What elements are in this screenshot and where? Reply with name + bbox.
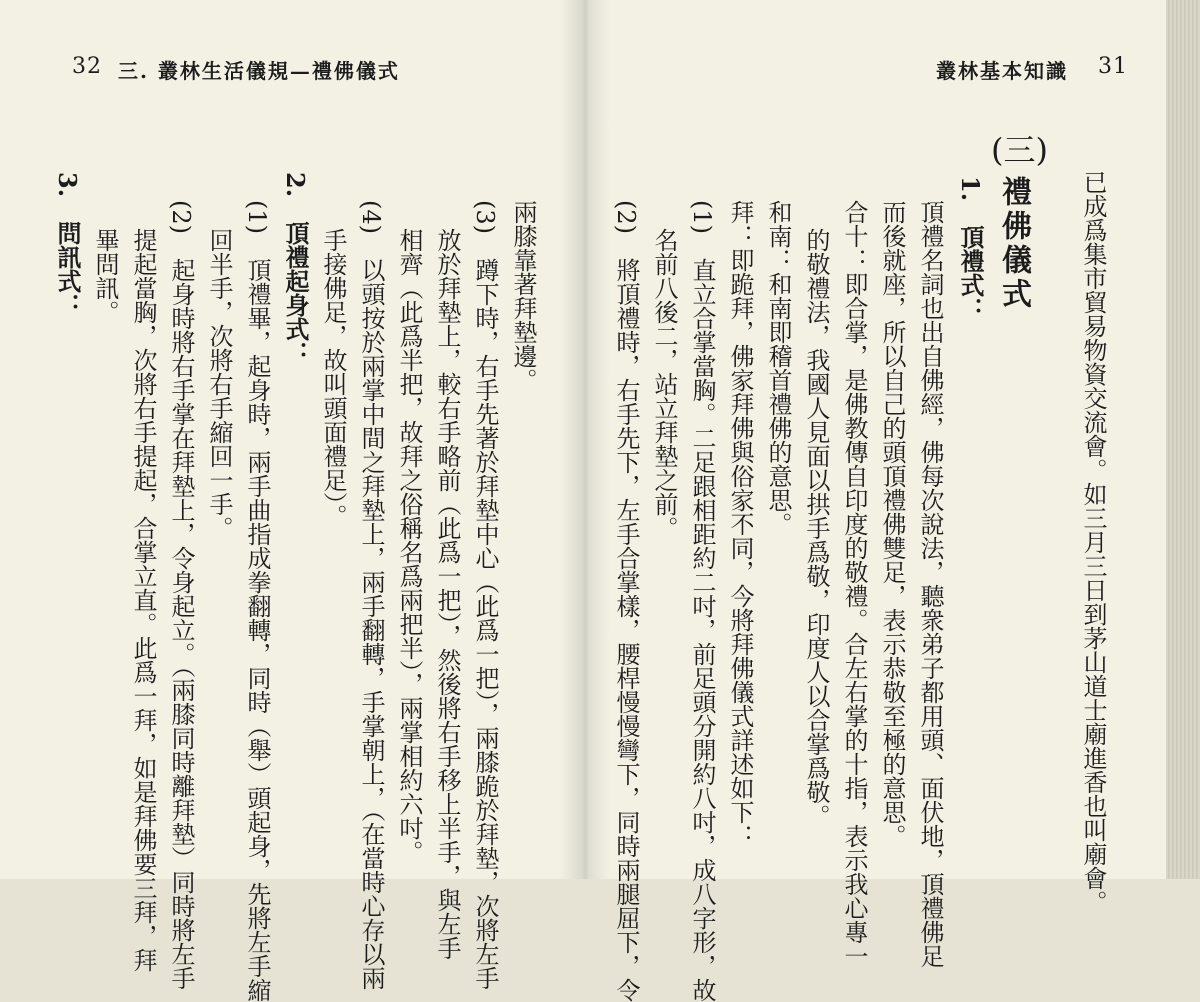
body-column: 已成爲集市貿易物資交流會。如三月三日到茅山道士廟進香也叫廟會。 xyxy=(1079,170,1107,914)
left-page xyxy=(0,0,588,1002)
page-edges xyxy=(1166,0,1200,879)
body-column: 頂禮名詞也出自佛經，佛每次說法，聽衆弟子都用頭、面伏地，頂禮佛足 xyxy=(916,200,944,968)
body-column: 而後就座，所以自己的頭頂禮佛雙足，表示恭敬至極的意思。 xyxy=(878,200,906,848)
body-column: 手接佛足，故叫頭面禮足）。 xyxy=(319,228,347,528)
body-column: 回半手，次將右手縮回一手。 xyxy=(205,228,233,540)
section-title: 禮佛儀式 xyxy=(996,176,1031,312)
body-column: 提起當胸，次將右手提起，合掌立直。此爲一拜，如是拜佛要三拜，拜 xyxy=(129,228,157,972)
body-column: 畢問訊。 xyxy=(91,228,119,324)
body-column: 放於拜墊上，較右手略前（此爲一把），然後將右手移上半手，與左手 xyxy=(433,228,461,960)
body-column: (4) 以頭按於兩掌中間之拜墊上，兩手翻轉，手掌朝上，（在當時心存以兩 xyxy=(357,200,385,990)
body-column: (3) 蹲下時，右手先著於拜墊中心（此爲一把），兩膝跪於拜墊，次將左手 xyxy=(471,200,499,990)
body-column: 拜：即跪拜，佛家拜佛與俗家不同，今將拜佛儀式詳述如下： xyxy=(726,200,754,848)
body-column: 和南：和南即稽首禮佛的意思。 xyxy=(764,200,792,536)
right-page-number: 31 xyxy=(1098,54,1128,79)
section-number: (三) xyxy=(991,131,1048,169)
body-column: 兩膝靠著拜墊邊。 xyxy=(509,200,537,392)
subsection-heading: 1. 頂禮式： xyxy=(956,176,985,322)
body-column: (2) 起身時將右手掌在拜墊上，令身起立。（兩膝同時離拜墊）同時將左手 xyxy=(167,200,195,990)
right-page xyxy=(588,0,1166,1002)
subsection-heading: 2. 頂禮起身式： xyxy=(281,172,310,366)
body-column: 的敬禮法，我國人見面以拱手爲敬，印度人以合掌爲敬。 xyxy=(802,228,830,828)
body-column: 相齊（此爲半把，故拜之俗稱名爲兩把半），兩掌相約六吋。 xyxy=(395,228,423,864)
body-column: (2) 將頂禮時，右手先下，左手合掌樣，腰桿慢慢彎下，同時兩腿屈下，令 xyxy=(612,200,640,1002)
left-page-number: 32 xyxy=(72,54,102,79)
left-running-header: 三. 叢林生活儀規—禮佛儀式 xyxy=(118,59,400,83)
subsection-heading: 3. 問訊式： xyxy=(53,172,82,318)
book-gutter xyxy=(560,0,610,879)
body-column: 名前八後二，站立拜墊之前。 xyxy=(650,228,678,540)
body-column: (1) 直立合掌當胸。二足跟相距約二吋，前足頭分開約八吋，成八字形，故 xyxy=(688,200,716,1002)
body-column: 合十：即合掌，是佛教傳自印度的敬禮。合左右掌的十指，表示我心專一 xyxy=(840,200,868,968)
right-running-header: 叢林基本知識 xyxy=(936,59,1068,83)
body-column: (1) 頂禮畢，起身時，兩手曲指成拳翻轉，同時（舉）頭起身，先將左手縮 xyxy=(243,200,271,1002)
